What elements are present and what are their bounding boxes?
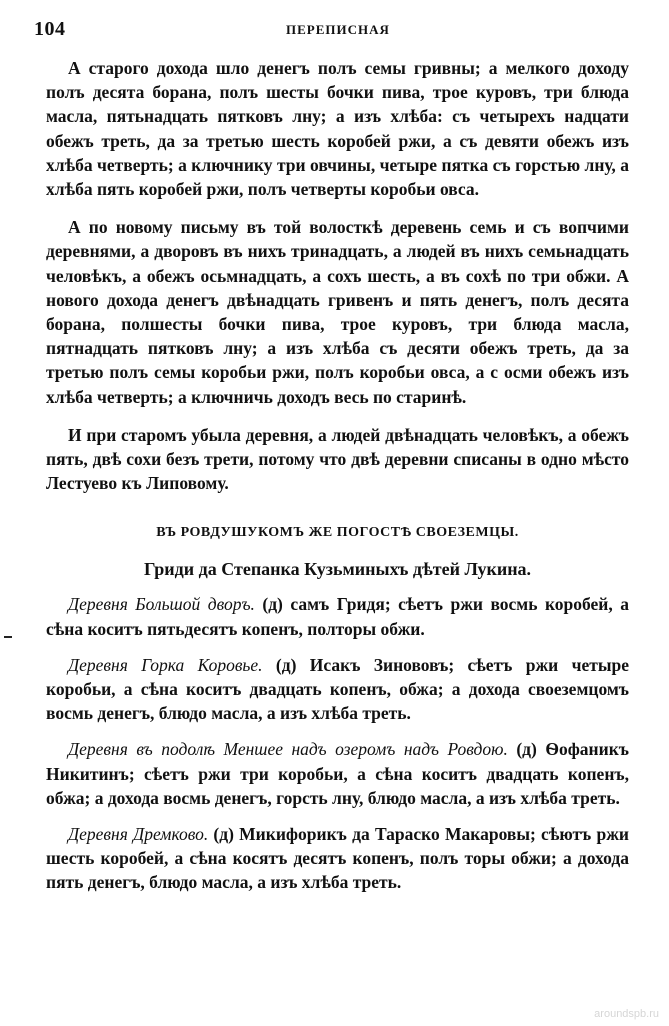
- village-entry: [46, 653, 629, 726]
- watermark: aroundspb.ru: [594, 1008, 659, 1020]
- village-entry: [46, 592, 629, 640]
- page-number: 104: [34, 18, 66, 40]
- section-subtitle: Гриди да Степанка Кузьминыхъ дѣтей Лукина.: [143, 559, 532, 580]
- paragraph: А старого дохода шло денегъ полъ семы гривны; а мелкого доходу полъ десята борана, полъ шесты бочки пива, трое куровъ, три блюда масла, пятьнадцать пятковъ лну; а изъ хлѣба: съ четырехъ надцати обежъ треть, да за третью шесть коробей ржи, а съ девяти обежъ изъ хлѣба четверть; а ключнику три овчины, четыре пятка съ горстью лну, а хлѣба пять коробей ржи, полъ четверты коробьи овса.: [46, 58, 629, 200]
- village-entry: [46, 737, 629, 810]
- village-description: (д) Ѳофаникъ Никитинъ; сѣетъ ржи три коробьи, а сѣна коситъ двадцать копенъ, обжа; а дохода восмь денегъ, горсть лну, блюдо масла, а изъ хлѣба треть.: [46, 739, 630, 808]
- village-entry: [46, 822, 629, 895]
- page-body: [46, 56, 629, 907]
- section-title: ВЪ РОВДУШУКОМЪ ЖЕ ПОГОСТѢ СВОЕЗЕМЦЫ.: [156, 525, 519, 541]
- paragraph: И при старомъ убыла деревня, а людей двѣнадцать человѣкъ, а обежъ пять, двѣ сохи безъ трети, потому что двѣ деревни списаны в одно мѣсто Лестуево къ Липовому.: [46, 424, 629, 494]
- page-header: [34, 18, 634, 42]
- village-description: (д) Микифорикъ да Тараско Макаровы; сѣютъ ржи шесть коробей, а сѣна косятъ десятъ копенъ, полъ торы обжи; а дохода пять денегъ, блюдо масла, а изъ хлѣба треть.: [46, 824, 629, 893]
- village-name: Деревня Большой дворъ.: [68, 594, 255, 615]
- village-description: (д) самъ Гридя; сѣетъ ржи восмь коробей, а сѣна коситъ пятьдесятъ копенъ, полторы обжи.: [46, 594, 629, 639]
- village-name: Деревня Горка Коровье.: [68, 654, 263, 675]
- running-head: ПЕРЕПИСНАЯ: [286, 22, 390, 37]
- village-name: Деревня въ подолѣ Меншее надъ озеромъ надъ Ровдою.: [68, 739, 508, 760]
- paragraph: А по новому письму въ той волосткѣ деревень семь и съ вопчими деревнями, а дворовъ въ нихъ тринадцать, а людей въ нихъ семьнадцать человѣкъ, а обежъ осьмнадцать, а сохъ шесть, а въ сохѣ по три обжи. А нового дохода денегъ двѣнадцать гривенъ и пять денегъ, полъ десята борана, полшесты бочки пива, трое куровъ, три блюда масла, пятнадцать пятковъ лну; а изъ хлѣба съ десяти обежъ треть, да за третью полъ семы коробьи ржи, полъ коробьи овса, а с осми обежъ изъ хлѣба четверть; а ключничь доходъ весь по старинѣ.: [46, 217, 629, 407]
- village-name: Деревня Дремково.: [68, 824, 209, 845]
- village-description: (д) Исакъ Зинововъ; сѣетъ ржи четыре коробьи, а сѣна коситъ двадцать копенъ, обжа; а дохода своеземцомъ восмь денегъ, блюдо масла, а изъ хлѣба треть.: [46, 654, 630, 724]
- margin-mark: [4, 636, 12, 638]
